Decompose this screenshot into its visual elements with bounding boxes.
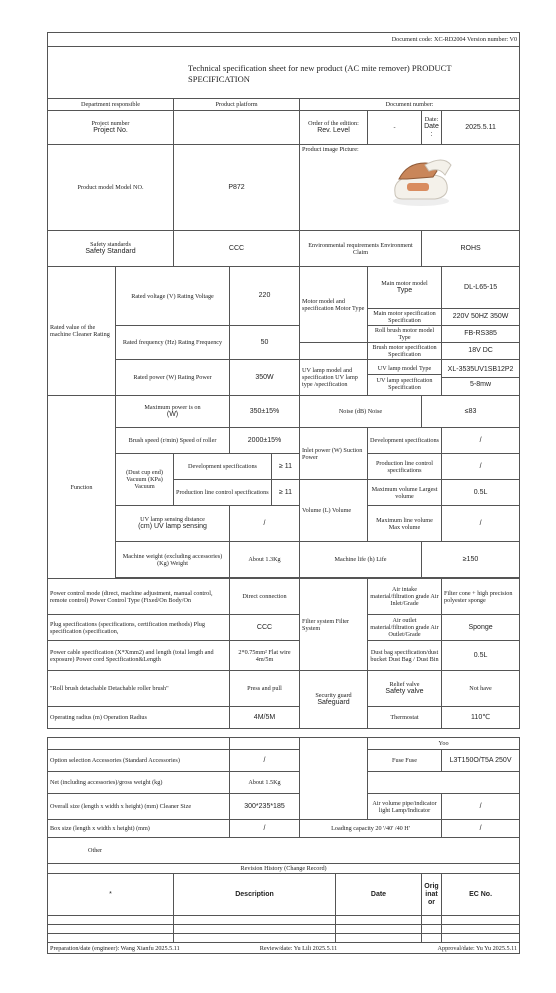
revision-row-3-b — [174, 934, 336, 943]
max-power-value: 350±15% — [230, 396, 300, 428]
revision-col-originator: Originator — [422, 874, 442, 916]
rated-voltage-label: Rated voltage (V) Rating Voltage — [116, 267, 230, 326]
footer-review: Review/date: Yu Lili 2025.5.11 — [230, 943, 368, 954]
project-number-cell — [48, 111, 174, 145]
rated-voltage-value: 220 — [230, 267, 300, 326]
revision-col-ec: EC No. — [442, 874, 520, 916]
roll-brush-value: Press and pull — [230, 671, 300, 707]
life-value: ≥150 — [422, 542, 520, 578]
revision-col-date: Date — [336, 874, 422, 916]
air-intake-label: Air intake material/filtration grade Air Inlet/Grade — [368, 579, 442, 615]
uv-group-label: UV lamp model and specification UV lamp type /specification — [300, 360, 368, 396]
revision-row-2-d — [422, 925, 442, 934]
rev-label-en: Rev. Level — [317, 127, 350, 134]
uv-sensing-label-en: (cm) UV lamp sensing — [138, 523, 207, 530]
net-weight-label: Net (including accessories)/gross weight (kg) — [48, 772, 230, 794]
revision-row-3-a — [48, 934, 174, 943]
revision-row-2-a — [48, 925, 174, 934]
weight-value: About 1.3Kg — [230, 542, 300, 578]
radius-label: Operating radius (m) Operation Radius — [48, 707, 230, 729]
noise-value: ≤83 — [422, 396, 520, 428]
inlet-dev-label: Development specifications — [368, 428, 442, 454]
product-image — [385, 153, 455, 209]
revision-row-3-e — [442, 934, 520, 943]
rated-group-label: Rated value of the machine Cleaner Rating — [48, 267, 116, 396]
rated-power-value: 350W — [230, 360, 300, 396]
uv-sensing-cell — [116, 506, 230, 542]
department-label: Department responsible — [48, 99, 174, 111]
main-motor-model-cell — [368, 267, 442, 309]
yoo-spacer-a — [48, 738, 230, 750]
spec-table — [47, 32, 520, 954]
thermostat-label: Thermostat — [368, 707, 442, 729]
revision-col-star: * — [48, 874, 174, 916]
product-platform-label: Product platform — [174, 99, 300, 111]
uv-sensing-label-cn: UV lamp sensing distance — [140, 516, 205, 523]
project-number-value — [174, 111, 300, 145]
main-motor-spec-value: 220V 50HZ 350W — [442, 309, 520, 326]
date-label-cn: Date: — [424, 116, 439, 123]
inlet-dev-value: / — [442, 428, 520, 454]
revision-row-1-c — [336, 916, 422, 925]
vac-dev-label: Development specifications — [174, 454, 272, 480]
relief-label-en: Safety valve — [385, 688, 424, 695]
main-motor-model-value: DL-L65-15 — [442, 267, 520, 309]
revision-row-2-b — [174, 925, 336, 934]
uv-model-label: UV lamp model Type — [368, 363, 441, 375]
safeguard-label-en: Safeguard — [317, 699, 350, 706]
uv-spec-value: 5-8mw — [470, 381, 492, 388]
fuse-label: Fuse Fuse — [368, 750, 442, 772]
max-volume-value: 0.5L — [442, 480, 520, 506]
spec-sheet — [47, 32, 519, 954]
dust-bag-label: Dust bag specification/dust bucket Dust Bag / Dust Bin — [368, 641, 442, 671]
plug-value: CCC — [230, 615, 300, 641]
uv-spec-stack — [368, 360, 442, 396]
rated-frequency-label: Rated frequency (Hz) Rating Frequency — [116, 326, 230, 360]
project-label-en: Project No. — [93, 127, 128, 134]
dust-bag-value: 0.5L — [442, 641, 520, 671]
product-image-label: Product image Picture: — [302, 146, 359, 153]
function-group-label: Function — [48, 396, 116, 579]
cable-label: Power cable specification (X*Xmm2) and length (total length and exposure) Power cord Specification&Length — [48, 641, 230, 671]
date-value: 2025.5.11 — [442, 111, 520, 145]
document-number-label: Document number: — [300, 99, 520, 111]
rated-frequency-value: 50 — [230, 326, 300, 360]
date-cell — [422, 111, 442, 145]
date-label-en: Date: — [424, 123, 439, 138]
safety-value: CCC — [174, 231, 300, 267]
radius-value: 4M/5M — [230, 707, 300, 729]
product-model-label: Product model Model NO. — [48, 145, 174, 231]
revision-row-3-d — [422, 934, 442, 943]
revision-row-3-c — [336, 934, 422, 943]
filter-system-label: Filter system Filter System — [300, 579, 368, 671]
safety-standard-cell — [48, 231, 174, 267]
brush-speed-value: 2000±15% — [230, 428, 300, 454]
air-volume-value: / — [442, 794, 520, 820]
vac-prod-label: Production line control specifications — [174, 480, 272, 506]
uv-model-value: XL-3535UV1SB12P2 — [442, 363, 519, 378]
vac-dev-value: ≥ 11 — [272, 454, 300, 480]
max-line-label: Maximum line volume Max volume — [368, 506, 442, 542]
brush-motor-spec-value: 18V DC — [442, 343, 520, 360]
uv-sensing-value: / — [230, 506, 300, 542]
revision-row-1-a — [48, 916, 174, 925]
product-image-cell — [300, 145, 520, 231]
thermostat-value: 110℃ — [442, 707, 520, 729]
env-value: ROHS — [422, 231, 520, 267]
footer-preparation: Preparation/date (engineer): Wang Xianfu 2025.5.11 — [48, 943, 230, 954]
life-label: Machine life (h) Life — [300, 542, 422, 578]
doc-code: Document code: XC-RD2004 Version number: V0 — [48, 33, 520, 47]
loading-value: / — [442, 820, 520, 838]
page-title: Technical specification sheet for new product (AC mite remover) PRODUCT SPECIFICATION — [48, 47, 520, 99]
overall-size-value: 300*235*185 — [230, 794, 300, 820]
roll-motor-model-label: Roll brush motor model Type — [368, 326, 442, 343]
max-power-cell — [116, 396, 230, 428]
volume-label: Volume (L) Volume — [300, 480, 368, 542]
rated-power-label: Rated power (W) Rating Power — [116, 360, 230, 396]
inlet-power-label: Inlet power (W) Suction Power — [300, 428, 368, 480]
option-value: / — [230, 750, 300, 772]
revision-row-2-e — [442, 925, 520, 934]
cable-value: 2*0.75mm² Flat wire 4m/5m — [230, 641, 300, 671]
safety-label-en: Safety Standard — [85, 248, 136, 255]
dust-indicator-spacer — [300, 738, 368, 820]
inlet-prod-value: / — [442, 454, 520, 480]
air-outlet-label: Air outlet material/filtration grade Air Outlet/Grade — [368, 615, 442, 641]
brush-spec-cell-spacer — [300, 343, 368, 360]
uv-value-stack — [442, 360, 520, 396]
yoo-spacer-b — [230, 738, 300, 750]
revision-row-1-d — [422, 916, 442, 925]
air-volume-label: Air volume pipe/indicator light Lamp/Indicator — [368, 794, 442, 820]
revision-row-1-e — [442, 916, 520, 925]
vacuum-label: (Dust cup end) Vacuum (KPa) Vacuum — [116, 454, 174, 506]
noise-label: Noise (dB) Noise — [300, 396, 422, 428]
main-motor-model-label-en: Type — [396, 287, 413, 294]
power-control-label: Power control mode (direct, machine adjustment, manual control, remote control) Power Control Type (Fixed/On Body/On — [48, 579, 230, 615]
rev-label-cn: Order of the edition: — [308, 120, 359, 127]
vac-prod-value: ≥ 11 — [272, 480, 300, 506]
yoo-label: Yoo — [368, 738, 520, 750]
safeguard-cell — [300, 671, 368, 729]
project-label-cn: Project number — [91, 120, 130, 127]
motor-group-label: Motor model and specification Motor Type — [300, 267, 368, 343]
brush-speed-label: Brush speed (r/min) Speed of roller — [116, 428, 230, 454]
roll-brush-label: "Roll brush detachable Detachable roller brush" — [48, 671, 230, 707]
section-gap — [48, 729, 520, 738]
revision-title: Revision History (Change Record) — [48, 864, 520, 874]
product-model-value: P872 — [174, 145, 300, 231]
fuse-value: L3T150O/T5A 250V — [442, 750, 520, 772]
rev-level-value: - — [368, 111, 422, 145]
max-power-label-en: (W) — [166, 411, 179, 418]
brush-motor-spec-label: Brush motor specification Specification — [368, 343, 442, 360]
env-label: Environmental requirements Environment Claim — [300, 231, 422, 267]
power-control-value: Direct connection — [230, 579, 300, 615]
other-label: Other — [48, 838, 520, 864]
plug-label: Plug specifications (specifications, certification methods) Plug specification (specification, — [48, 615, 230, 641]
option-label: Option selection Accessories (Standard Accessories) — [48, 750, 230, 772]
weight-label: Machine weight (excluding accessories) (Kg) Weight — [116, 542, 230, 578]
revision-row-1-b — [174, 916, 336, 925]
revision-row-2-c — [336, 925, 422, 934]
net-weight-spacer — [368, 772, 520, 794]
box-size-label: Box size (length x width x height) (mm) — [48, 820, 230, 838]
max-power-label-cn: Maximum power is on — [144, 404, 201, 411]
overall-size-label: Overall size (length x width x height) (mm) Cleaner Size — [48, 794, 230, 820]
main-motor-spec-label: Main motor specification Specification — [368, 309, 442, 326]
safeguard-label-cn: Security guard — [315, 692, 352, 699]
relief-valve-cell — [368, 671, 442, 707]
footer-approval: Approval/date: Yu Yu 2025.5.11 — [368, 943, 520, 954]
net-weight-value: About 1.5Kg — [230, 772, 300, 794]
safety-label-cn: Safety standards — [90, 241, 131, 248]
uv-spec-label: UV lamp specification Specification — [376, 376, 433, 391]
relief-label-cn: Relief valve — [389, 681, 420, 688]
air-outlet-value: Sponge — [442, 615, 520, 641]
air-intake-value: Filter cone + high precision polyester sponge — [442, 579, 520, 615]
relief-value: Not have — [442, 671, 520, 707]
roll-motor-model-value: FB-RS385 — [442, 326, 520, 343]
max-volume-label: Maximum volume Largest volume — [368, 480, 442, 506]
loading-label: Loading capacity 20 '/40' /40 H' — [300, 820, 442, 838]
inlet-prod-label: Production line control specifications — [368, 454, 442, 480]
rev-level-cell — [300, 111, 368, 145]
box-size-value: / — [230, 820, 300, 838]
main-motor-model-label-cn: Main motor model — [381, 280, 428, 287]
max-line-value: / — [442, 506, 520, 542]
revision-col-description: Description — [174, 874, 336, 916]
